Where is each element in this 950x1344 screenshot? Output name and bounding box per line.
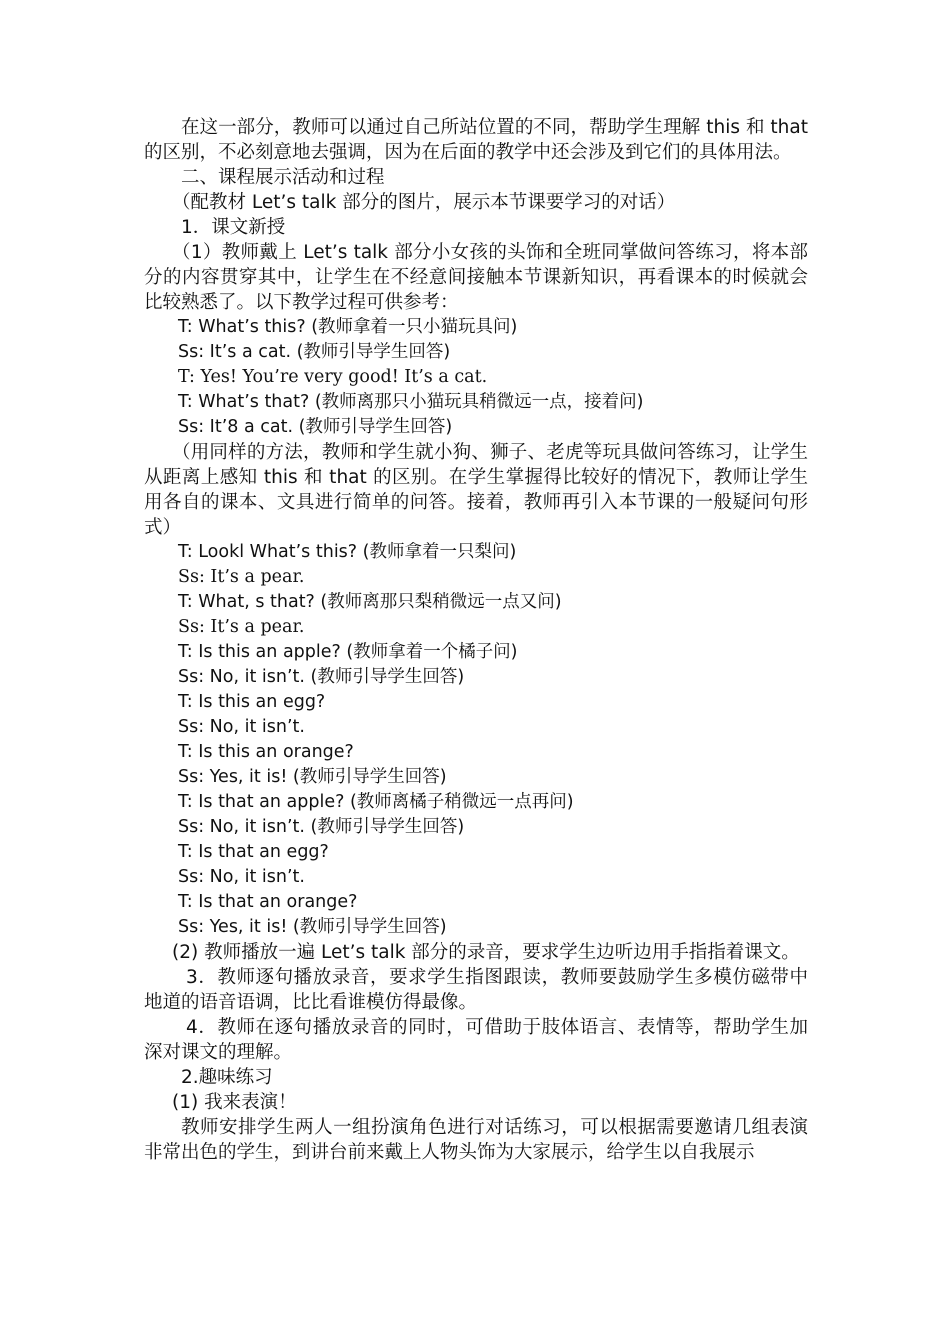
dialogue-line: T: What’s this? (教师拿着一只小猫玩具问) xyxy=(178,317,518,337)
dialogue-line: T: Lookl What’s this? (教师拿着一只梨问) xyxy=(178,542,517,562)
dialogue-line: T: What, s that? (教师离那只梨稍微远一点又问) xyxy=(178,592,562,612)
dialogue-line: T: Is that an orange? xyxy=(178,892,358,912)
paragraph-method: （用同样的方法，教师和学生就小狗、狮子、老虎等玩具做问答练习，让学生从距离上感知 this 和 that 的区别。在学生掌握得比较好的情况下，教师让学生用各自的课本、文具进行简单的问答。接着，教师再引入本节课的一般疑问句形式） xyxy=(144,442,808,538)
paragraph-intro: 在这一部分，教师可以通过自己所站位置的不同，帮助学生理解 this 和 that 的区别，不必刻意地去强调，因为在后面的教学中还会涉及到它们的具体用法。 xyxy=(144,117,808,163)
subsection-heading: 1．课文新授 xyxy=(181,217,286,238)
dialogue-line: T: Is that an egg? xyxy=(178,842,329,862)
dialogue-line: Ss: No, it isn’t. xyxy=(178,867,305,887)
dialogue-line: T: Is this an egg? xyxy=(178,692,326,712)
dialogue-line: Ss: No, it isn’t. xyxy=(178,717,305,737)
dialogue-line: Ss: No, it isn’t. (教师引导学生回答) xyxy=(178,667,465,687)
dialogue-line: Ss: It’s a pear. xyxy=(178,617,305,637)
dialogue-block-1 xyxy=(144,315,808,440)
dialogue-line: Ss: No, it isn’t. (教师引导学生回答) xyxy=(178,817,465,837)
dialogue-line: Ss: Yes, it is! (教师引导学生回答) xyxy=(178,917,447,937)
document-page xyxy=(144,115,808,1165)
dialogue-line: Ss: It’8 a cat. (教师引导学生回答) xyxy=(178,417,453,437)
dialogue-line: T: Is this an apple? (教师拿着一个橘子问) xyxy=(178,642,518,662)
dialogue-line: T: Is this an orange? xyxy=(178,742,354,762)
paragraph-step-1: （1）教师戴上 Let’s talk 部分小女孩的头饰和全班同掌做问答练习，将本部分的内容贯穿其中，让学生在不经意间接触本节课新知识，再看课本的时候就会比较熟悉了。以下教学过程可供参考： xyxy=(144,242,808,313)
subsection-heading-2: 2.趣味练习 xyxy=(181,1067,273,1088)
paragraph-step-4: 4．教师在逐句播放录音的同时，可借助于肢体语言、表情等，帮助学生加深对课文的理解。 xyxy=(144,1017,808,1063)
paragraph-step-3: 3．教师逐句播放录音，要求学生指图跟读，教师要鼓励学生多模仿磁带中地道的语音语调，比比看谁模仿得最像。 xyxy=(144,967,808,1013)
dialogue-line: Ss: It’s a pear. xyxy=(178,567,305,587)
dialogue-line: Ss: Yes, it is! (教师引导学生回答) xyxy=(178,767,447,787)
dialogue-line: T: Is that an apple? (教师离橘子稍微远一点再问) xyxy=(178,792,574,812)
section-heading: 二、课程展示活动和过程 xyxy=(181,167,385,188)
paragraph-activity: 教师安排学生两人一组扮演角色进行对话练习，可以根据需要邀请几组表演非常出色的学生，到讲台前来戴上人物头饰为大家展示，给学生以自我展示 xyxy=(144,1117,808,1163)
paragraph-step-2: (2) 教师播放一遍 Let’s talk 部分的录音，要求学生边听边用手指指着课文。 xyxy=(172,942,800,963)
dialogue-block-2 xyxy=(144,540,808,940)
dialogue-line: T: What’s that? (教师离那只小猫玩具稍微远一点，接着问) xyxy=(178,392,644,412)
activity-title: (1) 我来表演！ xyxy=(172,1092,297,1113)
dialogue-line: Ss: It’s a cat. (教师引导学生回答) xyxy=(178,342,451,362)
section-note: （配教材 Let’s talk 部分的图片，展示本节课要学习的对话） xyxy=(172,192,676,213)
dialogue-line: T: Yes! You’re very good! It’s a cat. xyxy=(178,367,488,387)
